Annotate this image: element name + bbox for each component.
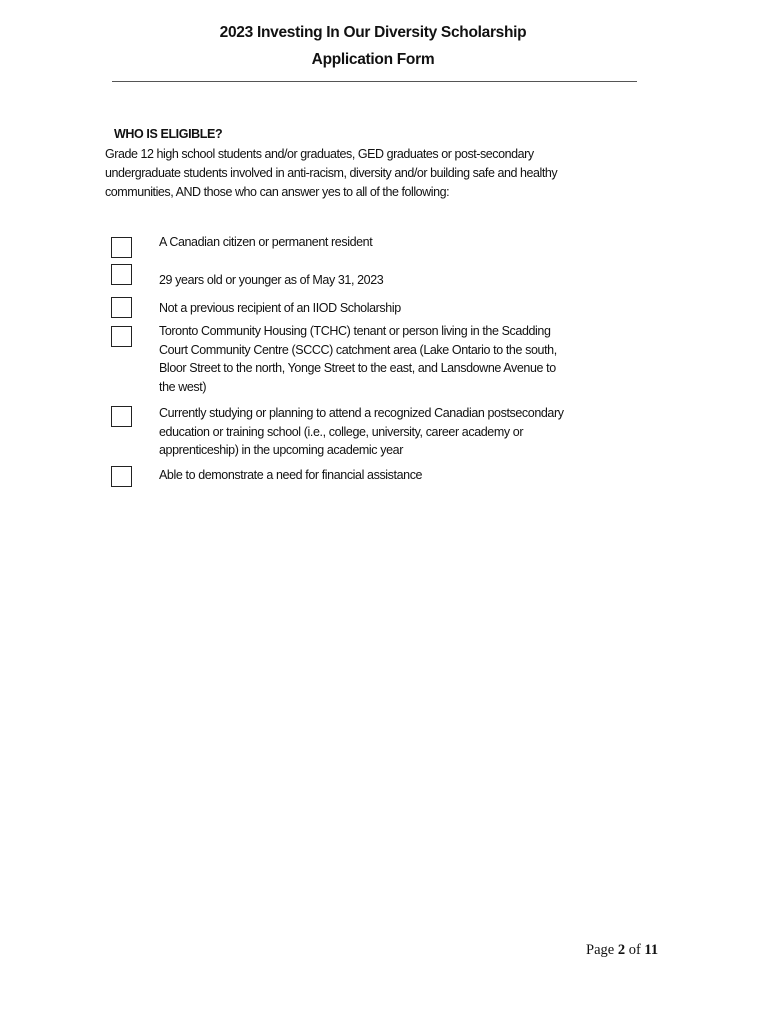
page-current: 2 (617, 942, 626, 958)
checkbox-tchc-resident[interactable] (111, 326, 132, 347)
item-text: Bloor Street to the north, Yonge Street to the east, and Lansdowne Avenue to (159, 361, 556, 375)
item-text: Able to demonstrate a need for financial assistance (159, 468, 423, 482)
eligibility-item-financial-need (159, 466, 422, 485)
checkbox-citizen[interactable] (111, 237, 132, 258)
eligibility-item-previous-recipient (159, 299, 401, 318)
item-text: Currently studying or planning to attend a recognized Canadian postsecondary (159, 406, 564, 420)
page-of: of (628, 942, 641, 958)
item-text: education or training school (i.e., college, university, career academy or (159, 424, 524, 439)
checkbox-studying[interactable] (111, 406, 132, 427)
page-total: 11 (644, 942, 659, 958)
item-text: Toronto Community Housing (TCHC) tenant or person living in the Scadding (159, 324, 551, 338)
intro-line: undergraduate students involved in anti-racism, diversity and/or building safe and healthy (105, 166, 558, 180)
item-text: Not a previous recipient of an IIOD Scholarship (159, 301, 401, 315)
eligibility-item-studying (159, 404, 564, 460)
form-title: 2023 Investing In Our Diversity Scholarship (219, 24, 527, 41)
item-text: apprenticeship) in the upcoming academic year (159, 443, 403, 457)
intro-line: communities, AND those who can answer yes to all of the following: (105, 185, 450, 199)
intro-line: Grade 12 high school students and/or graduates, GED graduates or post-secondary (105, 147, 534, 161)
item-text: Court Community Centre (SCCC) catchment area (Lake Ontario to the south, (159, 342, 557, 357)
page-number (586, 942, 658, 959)
eligibility-heading: WHO IS ELIGIBLE? (114, 127, 223, 141)
eligibility-item-tchc-resident (159, 322, 557, 396)
checkbox-age[interactable] (111, 264, 132, 285)
form-subtitle: Application Form (311, 51, 435, 68)
page-word: Page (586, 942, 615, 958)
eligibility-item-age (159, 271, 383, 290)
item-text: the west) (159, 379, 207, 394)
item-text: A Canadian citizen or permanent resident (159, 235, 373, 249)
header-divider (112, 81, 637, 82)
item-text: 29 years old or younger as of May 31, 2023 (159, 273, 384, 287)
eligibility-item-citizen (159, 233, 372, 252)
checkbox-previous-recipient[interactable] (111, 297, 132, 318)
checkbox-financial-need[interactable] (111, 466, 132, 487)
eligibility-intro (105, 145, 645, 202)
